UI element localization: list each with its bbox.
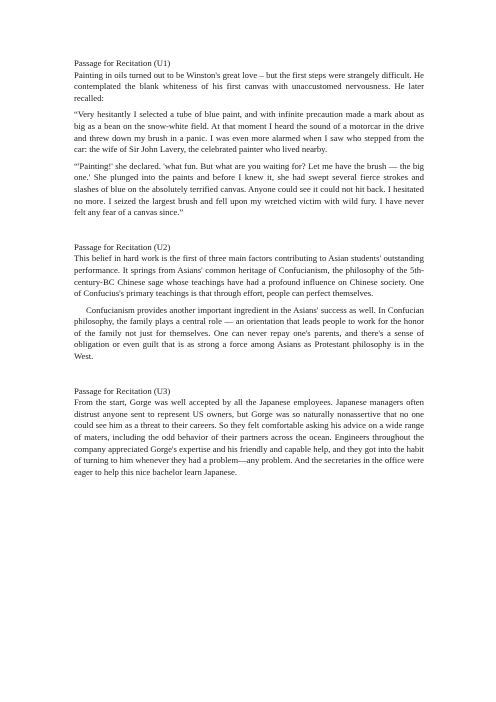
passage-paragraph: From the start, Gorge was well accepted by all the Japanese employees. Japanese managers often distrust anyone sent to represent US owners, but Gorge was so naturally nonassertive that no one could see him as a threat to their careers. So they felt comfortable asking his advice on a wide range of maters, including the odd behavior of their partners across the ocean. Engineers throughout the company appreciated Gorge's expertise and his friendly and capable help, and they got into the habit of turning to him whenever they had a problem—any problem. And the secretaries in the office were eager to help this nice bachelor learn Japanese.	[74, 397, 424, 477]
passage-u1	[74, 58, 424, 219]
passage-u3	[74, 386, 424, 479]
passage-paragraph: Confucianism provides another important ingredient in the Asians' success as well. In Confucian philosophy, the family plays a central role — an orientation that leads people to work for the honor of the family not just for themselves. One can never repay one's parents, and there's a sense of obligation or even guilt that is as strong a force among Asians as Protestant philosophy is in the West.	[74, 304, 424, 362]
passage-paragraph: This belief in hard work is the first of three main factors contributing to Asian students' outstanding performance. It springs from Asians' common heritage of Confucianism, the philosophy of the 5th-century-BC Chinese sage whose teachings have had a profound influence on Chinese society. One of Confucius's primary teachings is that through effort, people can perfect themselves.	[74, 253, 424, 299]
passage-title: Passage for Recitation (U1)	[74, 58, 171, 68]
passage-paragraph: “'Painting!' she declared. 'what fun. But what are you waiting for? Let me have the brush — the big one.' She plunged into the paints and before I knew it, she had swept several fierce strokes and slashes of blue on the absolutely terrified canvas. Anyone could see it could not hit back. I hesitated no more. I seized the largest brush and fell upon my wretched victim with wild fury. I have never felt any fear of a canvas since.”	[74, 160, 424, 218]
passage-paragraph: “Very hesitantly I selected a tube of blue paint, and with infinite precaution made a mark about as big as a bean on the snow-white field. At that moment I heard the sound of a motorcar in the drive and threw down my brush in a panic. I was even more alarmed when I saw who stepped from the car: the wife of Sir John Lavery, the celebrated painter who lived nearby.	[74, 109, 424, 155]
passage-u2	[74, 242, 424, 363]
document-page	[74, 58, 424, 478]
passage-title: Passage for Recitation (U3)	[74, 385, 171, 396]
passage-title: Passage for Recitation (U2)	[74, 241, 171, 252]
passage-paragraph: Painting in oils turned out to be Winston's great love – but the first steps were strangely difficult. He contemplated the blank whiteness of his first canvas with unaccustomed nervousness. He later recalled:	[74, 69, 424, 103]
